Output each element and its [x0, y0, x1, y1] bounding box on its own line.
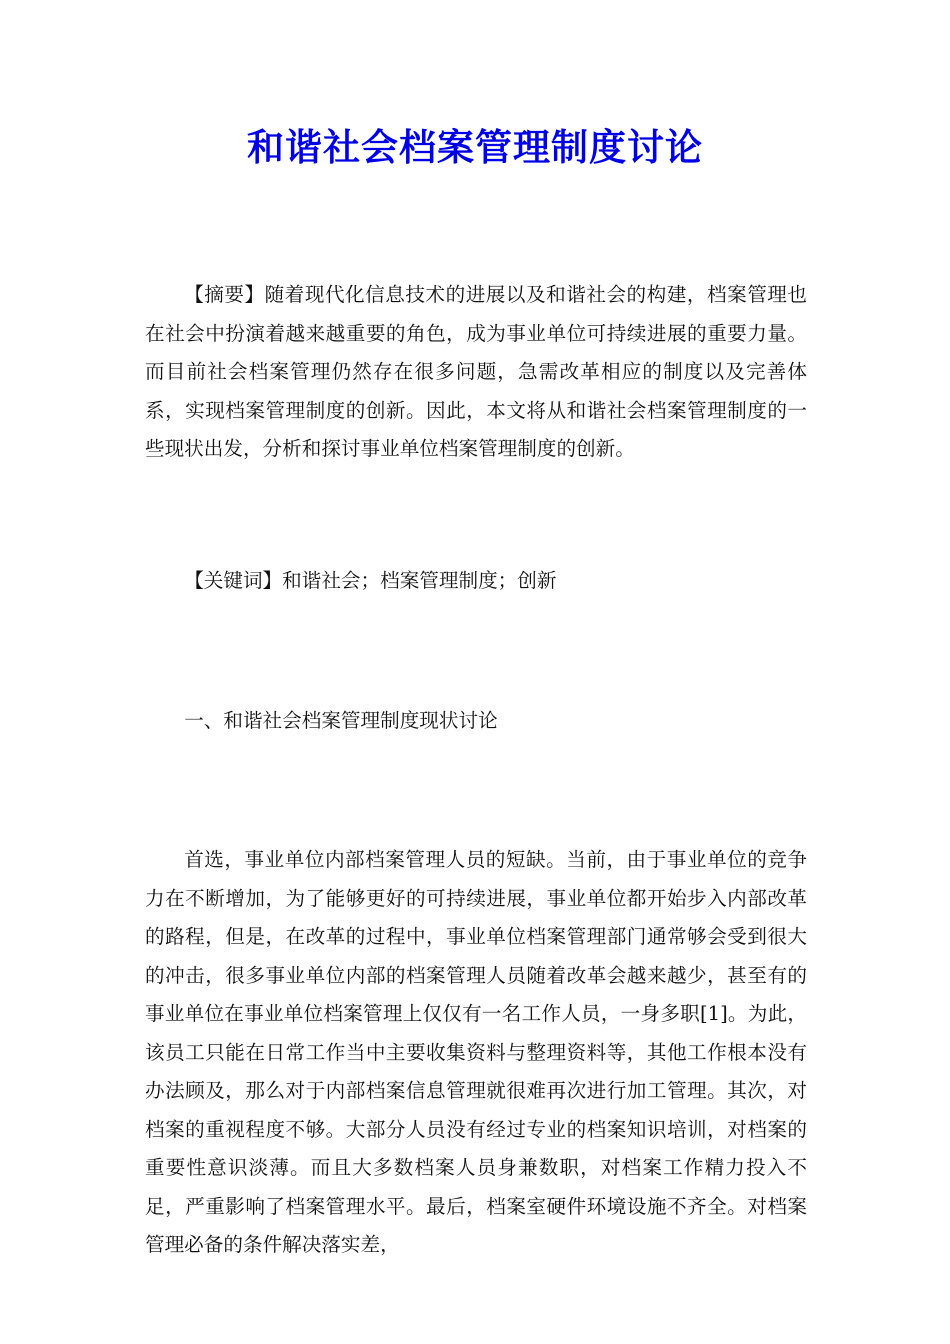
document-title: 和谐社会档案管理制度讨论	[247, 126, 703, 169]
body-paragraph: 首选，事业单位内部档案管理人员的短缺。当前，由于事业单位的竞争力在不断增加，为了能够更好的可持续进展，事业单位都开始步入内部改革的路程，但是，在改革的过程中，事业单位档案管理部门通常够会受到很大的冲击，很多事业单位内部的档案管理人员随着改革会越来越少，甚至有的事业单位在事业单位档案管理上仅仅有一名工作人员，一身多职[1]。为此，该员工只能在日常工作当中主要收集资料与整理资料等，其他工作根本没有办法顾及，那么对于内部档案信息管理就很难再次进行加工管理。其次，对档案的重视程度不够。大部分人员没有经过专业的档案知识培训，对档案的重要性意识淡薄。而且大多数档案人员身兼数职，对档案工作精力投入不足，严重影响了档案管理水平。最后，档案室硬件环境设施不齐全。对档案管理必备的条件解决落实差，	[145, 848, 807, 1256]
section-heading: 一、和谐社会档案管理制度现状讨论	[184, 709, 498, 732]
keywords-line: 【关键词】和谐社会；档案管理制度；创新	[184, 569, 557, 592]
abstract-paragraph: 【摘要】随着现代化信息技术的进展以及和谐社会的构建，档案管理也在社会中扮演着越来越重要的角色，成为事业单位可持续进展的重要力量。而目前社会档案管理仍然存在很多问题，急需改革相应的制度以及完善体系，实现档案管理制度的创新。因此，本文将从和谐社会档案管理制度的一些现状出发，分析和探讨事业单位档案管理制度的创新。	[145, 283, 807, 460]
